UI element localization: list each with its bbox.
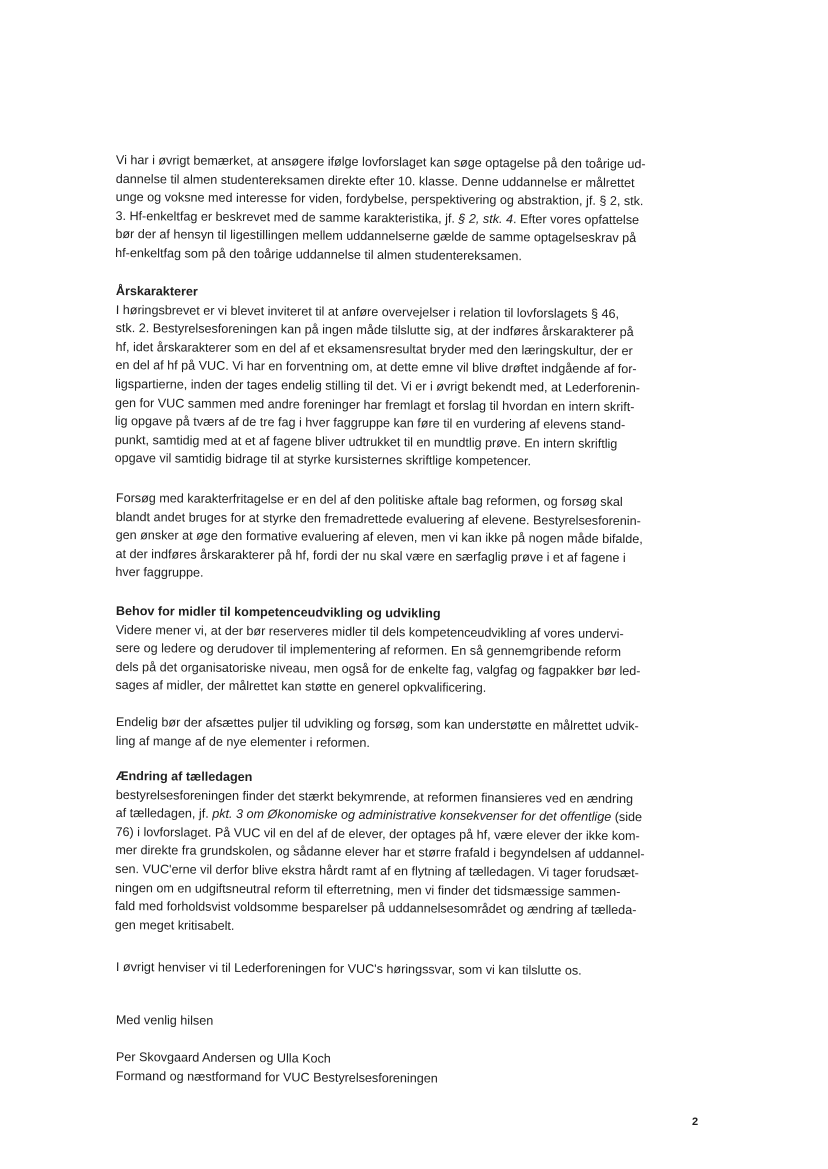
text-line: bestyrelsesforeningen finder det stærkt bekymrende, at reformen finansieres ved en ændring: [115, 787, 634, 806]
text-line: gen meget kritisabelt.: [114, 917, 235, 933]
text-line: blandt andet bruges for at styrke den fremadrettede evaluering af elevene. Bestyrelsesforenin-: [115, 509, 641, 528]
closing-greeting: [116, 1011, 706, 1034]
text-line: ningen om en udgiftsneutral reform til efterretning, men vi finder det tidsmæssige sammen-: [114, 880, 621, 899]
paragraph-henviser: [116, 958, 706, 981]
text-line: dannelse til almen studentereksamen direkte efter 10. klasse. Denne uddannelse er målrettet: [115, 171, 635, 190]
text-line: opgave vil samtidig bidrage til at styrke kursisternes skriftlige kompetencer.: [114, 451, 532, 469]
text-line: hf-enkeltfag som på den toårige uddannelse til almen studentereksamen.: [115, 245, 523, 264]
text-line: sages af midler, der målrettet kan støtte en generel opkvalificering.: [115, 678, 487, 696]
text-line: en del af hf på VUC. Vi har en forventning om, at dette emne vil blive drøftet indgående af for-: [115, 358, 637, 377]
text-line: 76) i lovforslaget. På VUC vil en del af de elever, der optages på hf, være elever der ikke kom-: [115, 824, 640, 843]
text-segment: af tælledagen, jf.: [115, 806, 213, 821]
text-line: Forsøg med karakterfritagelse er en del af den politiske aftale bag reformen, og forsøg skal: [115, 490, 623, 509]
text-line: at der indføres årskarakterer på hf, fordi der nu skal være en særfaglig prøve i et af fagene i: [115, 546, 626, 565]
text-line: gen ønsker at øge den formative evaluering af eleven, men vi kan ikke på nogen måde bifalde,: [115, 528, 643, 547]
text-line: Videre mener vi, at der bør reserveres midler til dels kompetenceudvikling af vores undervi-: [115, 622, 624, 641]
paragraph-intro: [115, 151, 706, 267]
text-line: lig opgave på tværs af de tre fag i hver faggruppe kan føre til en vurdering af elevens stand-: [114, 414, 626, 433]
text-line: ligspartierne, inden der tages endelig stilling til det. Vi er i øvrigt bekendt med, at Lederforenin-: [115, 376, 641, 396]
text-line: unge og voksne med interesse for viden, fordybelse, perspektivering og abstraktion, jf. § 2, stk.: [115, 190, 644, 209]
text-line: dels på det organisatoriske niveau, men også for de enkelte fag, valgfag og fagpakker bør led-: [115, 659, 641, 678]
page-number: 2: [692, 1116, 699, 1128]
greeting: Med venlig hilsen: [115, 1012, 214, 1028]
italic-reference: § 2, stk. 4: [458, 211, 514, 226]
paragraph-puljer: [116, 713, 706, 755]
section-heading: Årskarakterer: [115, 283, 198, 299]
section-heading: Behov for midler til kompetenceudvikling og udvikling: [115, 603, 441, 621]
text-segment: 3. Hf-enkeltfag er beskrevet med de samme karakteristika, jf.: [115, 208, 459, 226]
text-line: hver faggruppe.: [115, 565, 204, 581]
text-line: sen. VUC'erne vil derfor blive ekstra hårdt ramt af en flytning af tælledagen. Vi tager forudsæt-: [115, 861, 639, 881]
text-segment: (side: [611, 810, 643, 825]
section-taelledag: [115, 767, 706, 939]
text-line: Vi har i øvrigt bemærket, at ansøgere ifølge lovforslaget kan søge optagelse på den toårige ud-: [115, 152, 646, 172]
text-line: punkt, samtidig med at et af fagene bliver udtrukket til en mundtlig prøve. En intern skriftlig: [114, 432, 618, 451]
text-line: I høringsbrevet er vi blevet inviteret til at anføre overvejelser i relation til lovforslagets § 46,: [115, 302, 620, 321]
section-behov: [115, 602, 706, 700]
section-heading: Ændring af tælledagen: [115, 768, 253, 785]
paragraph-forsoeg: [115, 489, 706, 587]
italic-reference: pkt. 3 om Økonomiske og administrative konsekvenser for det offentlige: [212, 806, 612, 825]
text-line: bør der af hensyn til ligestillingen mellem uddannelserne gælde de samme optagelseskrav på: [115, 227, 637, 246]
signatory-names: Per Skovgaard Andersen og Ulla Koch: [115, 1049, 331, 1066]
text-line: mer direkte fra grundskolen, og sådanne elever har et større frafald i begyndelsen af uddannel-: [115, 843, 645, 862]
signatory-title: Formand og næstformand for VUC Bestyrelsesforeningen: [115, 1068, 438, 1086]
section-aarskarakterer: [115, 282, 706, 473]
text-line: stk. 2. Bestyrelsesforeningen kan på ingen måde tilslutte sig, at der indføres årskarakterer på: [115, 321, 634, 340]
text-line: fald med forholdsvist voldsomme besparelser på uddannelsesområdet og ændring af tælleda-: [114, 899, 637, 918]
text-line: hf, idet årskarakterer som en del af et eksamensresultat bryder med den læringskultur, der er: [115, 339, 633, 358]
text-line: I øvrigt henviser vi til Lederforeningen for VUC's høringssvar, som vi kan tilslutte os.: [115, 959, 582, 978]
text-line: ling af mange af de nye elementer i reformen.: [115, 733, 370, 750]
closing-signature: [116, 1048, 706, 1090]
text-line: Endelig bør der afsættes puljer til udvikling og forsøg, som kan understøtte en målrettet udvik-: [115, 714, 639, 734]
text-segment: . Efter vores opfattelse: [513, 211, 640, 227]
text-line: sere og ledere og derudover til implementering af reformen. En så gennemgribende reform: [115, 641, 622, 660]
text-line: gen for VUC sammen med andre foreninger har fremlagt et forslag til hvordan en intern skrift-: [114, 395, 635, 414]
